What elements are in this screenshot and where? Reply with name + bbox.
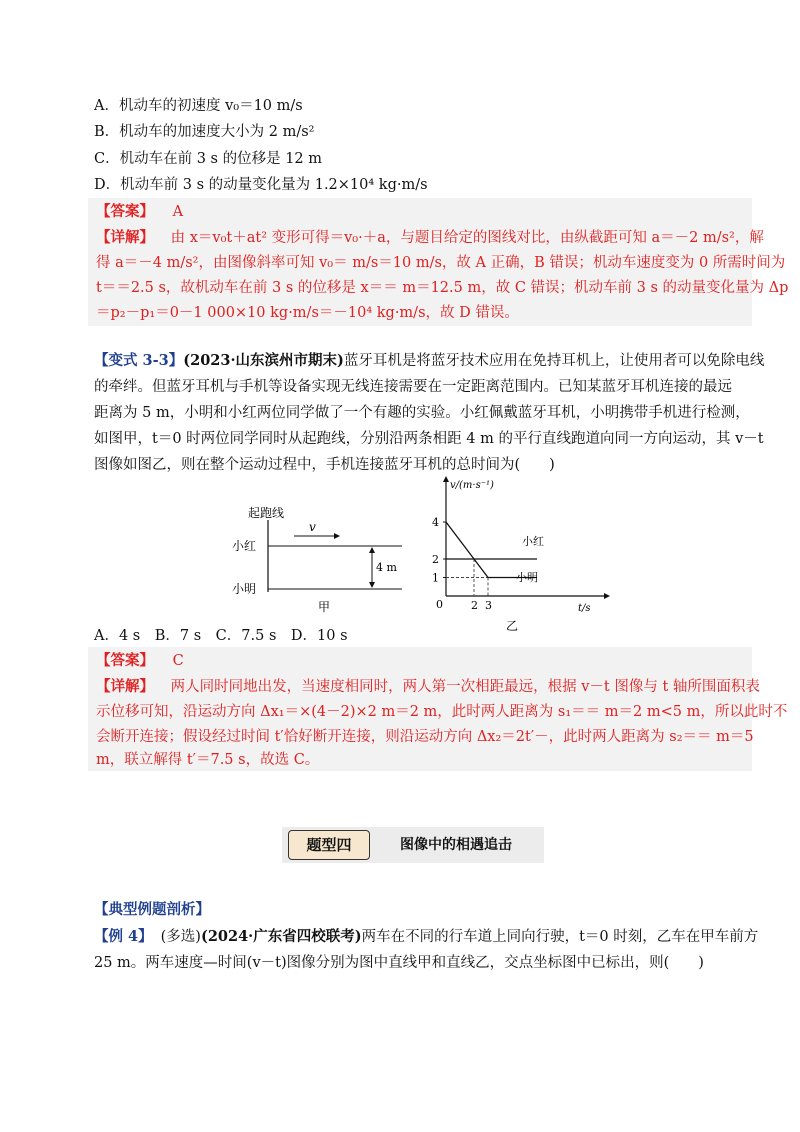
option-a: A．机动车的初速度 v₀＝10 m/s (94, 98, 303, 114)
xiaohong-label: 小红 (232, 539, 257, 553)
variant-text: 图像如图乙，则在整个运动过程中，手机连接蓝牙耳机的总时间为( ) (94, 457, 555, 473)
arrow-down-icon (369, 582, 375, 588)
variant-text: 蓝牙耳机是将蓝牙技术应用在免持耳机上，让使用者可以免除电线 (343, 353, 765, 369)
answer-row-2 (96, 651, 184, 671)
example-source: (2024·广东省四校联考) (200, 928, 362, 945)
example-line-1 (94, 927, 758, 947)
variant-text: 的牵绊。但蓝牙耳机与手机等设备实现无线连接需要在一定距离范围内。已知某蓝牙耳机连接的最远 (94, 379, 732, 395)
detail-text: 由 x＝v₀t＋at² 变形可得＝v₀·＋a，与题目给定的图线对比，由纵截距可知 a＝－2 m/s²，解 (170, 230, 764, 246)
x-axis-label: t/s (578, 603, 591, 614)
distance-label: 4 m (376, 561, 397, 574)
example-text: 两车在不同的行车道上同向行驶，t＝0 时刻，乙车在甲车前方 (361, 929, 759, 945)
xiaoming-label: 小明 (232, 582, 257, 596)
variant-line-1 (94, 351, 764, 371)
option-d: D．机动车前 3 s 的动量变化量为 1.2×10⁴ kg·m/s (94, 177, 428, 193)
banner-title: 图像中的相遇追击 (400, 837, 512, 853)
y-tick-label: 1 (432, 571, 439, 585)
figure-yi (426, 474, 612, 636)
section-heading: 【典型例题剖析】 (94, 901, 210, 918)
arrow-head-icon (334, 533, 340, 539)
section-banner (282, 827, 544, 863)
answer-value: C (172, 653, 184, 669)
detail-text: 示位移可知，沿运动方向 Δx₁＝×(4－2)×2 m＝2 m，此时两人距离为 s₁＝＝ m＝2 m<5 m，所以此时不 (96, 704, 788, 720)
answer-value: A (172, 204, 184, 220)
detail-text: m，联立解得 t′＝7.5 s，故选 C。 (96, 752, 320, 768)
variant-options: A．4 s B．7 s C．7.5 s D．10 s (94, 628, 348, 644)
answer-box-2 (88, 647, 788, 771)
detail-text: ＝p₂－p₁＝0－1 000×10 kg·m/s＝－10⁴ kg·m/s，故 D 错误。 (96, 305, 519, 321)
origin-label: 0 (436, 598, 443, 611)
option-c: C．机动车在前 3 s 的位移是 12 m (94, 151, 323, 167)
variant-text: 如图甲，t＝0 时两位同学同时从起跑线，分别沿两条相距 4 m 的平行直线跑道向同一方向运动，其 v－t (94, 431, 764, 447)
y-tick-label: 4 (432, 516, 439, 529)
y-axis-arrow-icon (443, 476, 449, 482)
velocity-label: v (309, 520, 316, 534)
arrow-up-icon (369, 547, 375, 553)
detail-label: 【详解】 (96, 229, 154, 246)
answer-row-1 (96, 202, 183, 222)
x-tick-label: 3 (485, 599, 492, 612)
example-prefix: (多选) (160, 929, 201, 945)
example-text: 25 m。两车速度—时间(v－t)图像分别为图中直线甲和直线乙，交点坐标图中已标出，则( ) (94, 955, 704, 971)
guide-lines (446, 559, 488, 596)
option-b: B．机动车的加速度大小为 2 m/s² (94, 124, 315, 140)
figure-jia-caption: 甲 (318, 600, 331, 614)
figure-jia (226, 500, 410, 618)
series-lines (446, 522, 537, 578)
answer-label: 【答案】 (96, 652, 154, 669)
banner-type-label: 题型四 (288, 830, 370, 860)
y-tick-label: 2 (432, 553, 439, 566)
detail-text: t＝＝2.5 s，故机动车在前 3 s 的位移是 x＝＝ m＝12.5 m，故 C 错误；机动车前 3 s 的动量变化量为 Δp (96, 280, 789, 296)
detail-label: 【详解】 (96, 678, 154, 695)
example-tag: 【例 4】 (94, 928, 153, 945)
variant-source: (2023·山东滨州市期末) (183, 352, 344, 369)
series-label-xiaoming: 小明 (516, 571, 538, 584)
answer-box-1 (88, 198, 789, 326)
detail-text: 得 a＝－4 m/s²，由图像斜率可知 v₀＝ m/s＝10 m/s，故 A 正确，B 错误；机动车速度变为 0 所需时间为 (96, 255, 786, 271)
answer-label: 【答案】 (96, 203, 154, 220)
detail-row-2 (96, 677, 760, 697)
series-label-xiaohong: 小红 (522, 535, 544, 548)
x-axis-arrow-icon (604, 593, 610, 599)
detail-row-1 (96, 228, 764, 248)
detail-text: 两人同时同地出发，当速度相同时，两人第一次相距最远，根据 v－t 图像与 t 轴所围面积表 (170, 679, 760, 695)
x-tick-label: 2 (471, 599, 478, 612)
figure-yi-caption: 乙 (506, 619, 519, 633)
y-axis-label: v/(m·s⁻¹) (450, 480, 494, 491)
series-xiaoming-line (446, 522, 537, 578)
variant-tag: 【变式 3-3】 (94, 352, 184, 369)
detail-text: 会断开连接；假设经过时间 t′恰好断开连接，则沿运动方向 Δx₂＝2t′－，此时两人距离为 s₂＝＝ m＝5 (96, 729, 754, 745)
variant-text: 距离为 5 m，小明和小红两位同学做了一个有趣的实验。小红佩戴蓝牙耳机，小明携带手机进行检测， (94, 405, 750, 421)
start-line-label: 起跑线 (248, 506, 285, 520)
